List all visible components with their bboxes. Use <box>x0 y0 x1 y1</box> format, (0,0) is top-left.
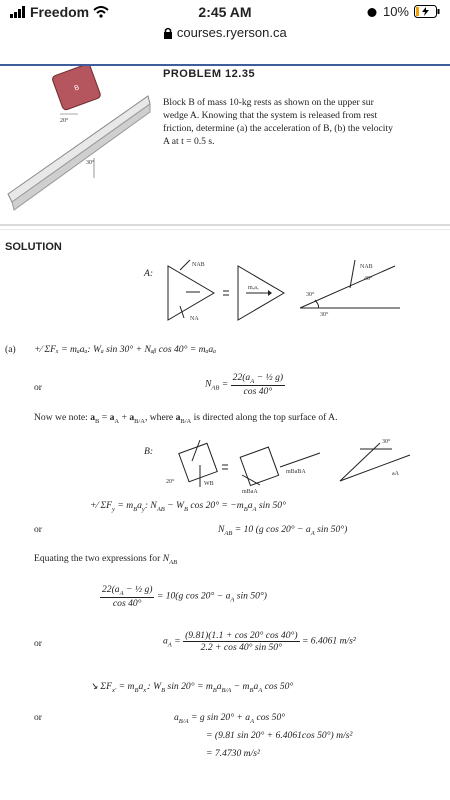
svg-text:NA: NA <box>190 316 199 322</box>
or-text-2: or <box>34 524 42 535</box>
svg-text:mₐaₐ: mₐaₐ <box>248 285 259 291</box>
solution-title: SOLUTION <box>5 241 62 253</box>
clock: 2:45 AM <box>198 4 252 20</box>
equation-sum-fx: +⁄ ΣFₓ = mₐaₐ: Wₐ sin 30° + Nₐᵦ cos 40° = mₐaₐ <box>34 344 217 355</box>
label-a: A: <box>144 268 154 279</box>
svg-text:40°: 40° <box>364 276 373 282</box>
svg-text:30°: 30° <box>382 439 391 445</box>
divider <box>0 229 450 230</box>
status-right <box>366 4 440 19</box>
note-end: is directed along the top surface of A. <box>193 412 338 423</box>
fig-angle-20: 20° <box>60 118 69 124</box>
fbd-wedge-a <box>150 258 420 328</box>
note-where: where <box>149 412 174 423</box>
part-a-label: (a) <box>5 344 16 355</box>
fig-angle-30: 30° <box>86 160 95 166</box>
aa-expression: $a_A$ = $\frac{(9.81)(1.1 + \cos 20^\circ \cos 40^\circ)}{2.2 + \cos 40^\circ \sin 50^\circ}$ = 6.4061 m/s² <box>163 630 356 653</box>
aa-result: = 6.4061 m/s² <box>301 635 356 647</box>
problem-text <box>163 96 450 148</box>
svg-text:NAB: NAB <box>360 264 373 270</box>
nab-expression: $N_{AB}$ = $\frac{22(a_A - \frac{1}{2} g)}{\cos 40^\circ}$ <box>205 372 284 397</box>
problem-line: wedge A. Knowing that the system is released from rest <box>163 110 378 121</box>
equating-line: Equating the two expressions for $N_{AB}$ <box>34 553 178 566</box>
battery-charging-icon <box>414 5 440 18</box>
equating-text: Equating the two expressions for <box>34 553 161 564</box>
equation-sum-fy: +⁄ $\Sigma F_y = m_Ba_y$: $N_{AB} - W_B$ $\cos 20^\circ = -m_Ba_A$ sin 50° <box>90 500 286 513</box>
carrier-name: Freedom <box>30 4 90 20</box>
problem-line: friction, determine (a) the acceleration of B, (b) the velocity <box>163 123 393 134</box>
lock-icon <box>163 27 173 39</box>
url-text: courses.ryerson.ca <box>176 25 287 41</box>
svg-text:WB: WB <box>204 481 214 487</box>
note-text: Now we note: <box>34 412 88 423</box>
address-bar[interactable] <box>0 24 450 44</box>
svg-text:30°: 30° <box>306 292 315 298</box>
aba-expression: $a_{B/A} = g$ $\sin 20^\circ + a_A$ cos 50° <box>174 712 286 725</box>
equation-sum-fx-prime: ↘ $\Sigma F_{x'} = m_Ba_{x'}$: $W_B$ $\sin 20^\circ = m_Ba_{B/A} - m_Ba_A$ cos 50° <box>90 681 294 694</box>
svg-text:30°: 30° <box>320 312 329 318</box>
or-text-3: or <box>34 638 42 649</box>
status-bar <box>0 0 450 26</box>
equated-expression: $\frac{22(a_A - \frac{1}{2} g)}{\cos 40^\circ}$ = 10(g $\cos 20^\circ - a_A$ sin 50°) <box>102 584 267 609</box>
label-b: B: <box>144 446 154 457</box>
svg-text:NAB: NAB <box>192 262 205 268</box>
nab-expression-2: $N_{AB} = 10$ (g $\cos 20^\circ - a_A$ sin 50°) <box>218 524 348 537</box>
problem-line: A at t = 0.5 s. <box>163 136 215 147</box>
svg-text:aA: aA <box>392 471 399 477</box>
problem-title: PROBLEM 12.35 <box>163 68 256 80</box>
svg-text:mBaA: mBaA <box>242 489 258 495</box>
svg-text:B: B <box>73 84 81 93</box>
problem-line: Block B of mass 10-kg rests as shown on the upper sur <box>163 97 374 108</box>
svg-text:20°: 20° <box>166 479 175 485</box>
svg-text:mBaBA: mBaBA <box>286 469 306 475</box>
or-text-4: or <box>34 712 42 723</box>
divider <box>0 224 450 226</box>
or-text: or <box>34 382 42 393</box>
aba-result-1: = (9.81 sin 20° + 6.4061cos 50°) m/s² <box>206 730 353 741</box>
note-line: Now we note: $a_B = a_A + a_{B/A}$, where $a_{B/A}$ is directed along the top surface of A. <box>34 412 338 425</box>
fbd-block-b <box>160 435 420 495</box>
problem-figure <box>0 66 160 216</box>
aba-result-2: = 7.4730 m/s² <box>206 748 260 759</box>
battery-percent: 10% <box>382 4 409 19</box>
alarm-icon <box>366 6 378 18</box>
